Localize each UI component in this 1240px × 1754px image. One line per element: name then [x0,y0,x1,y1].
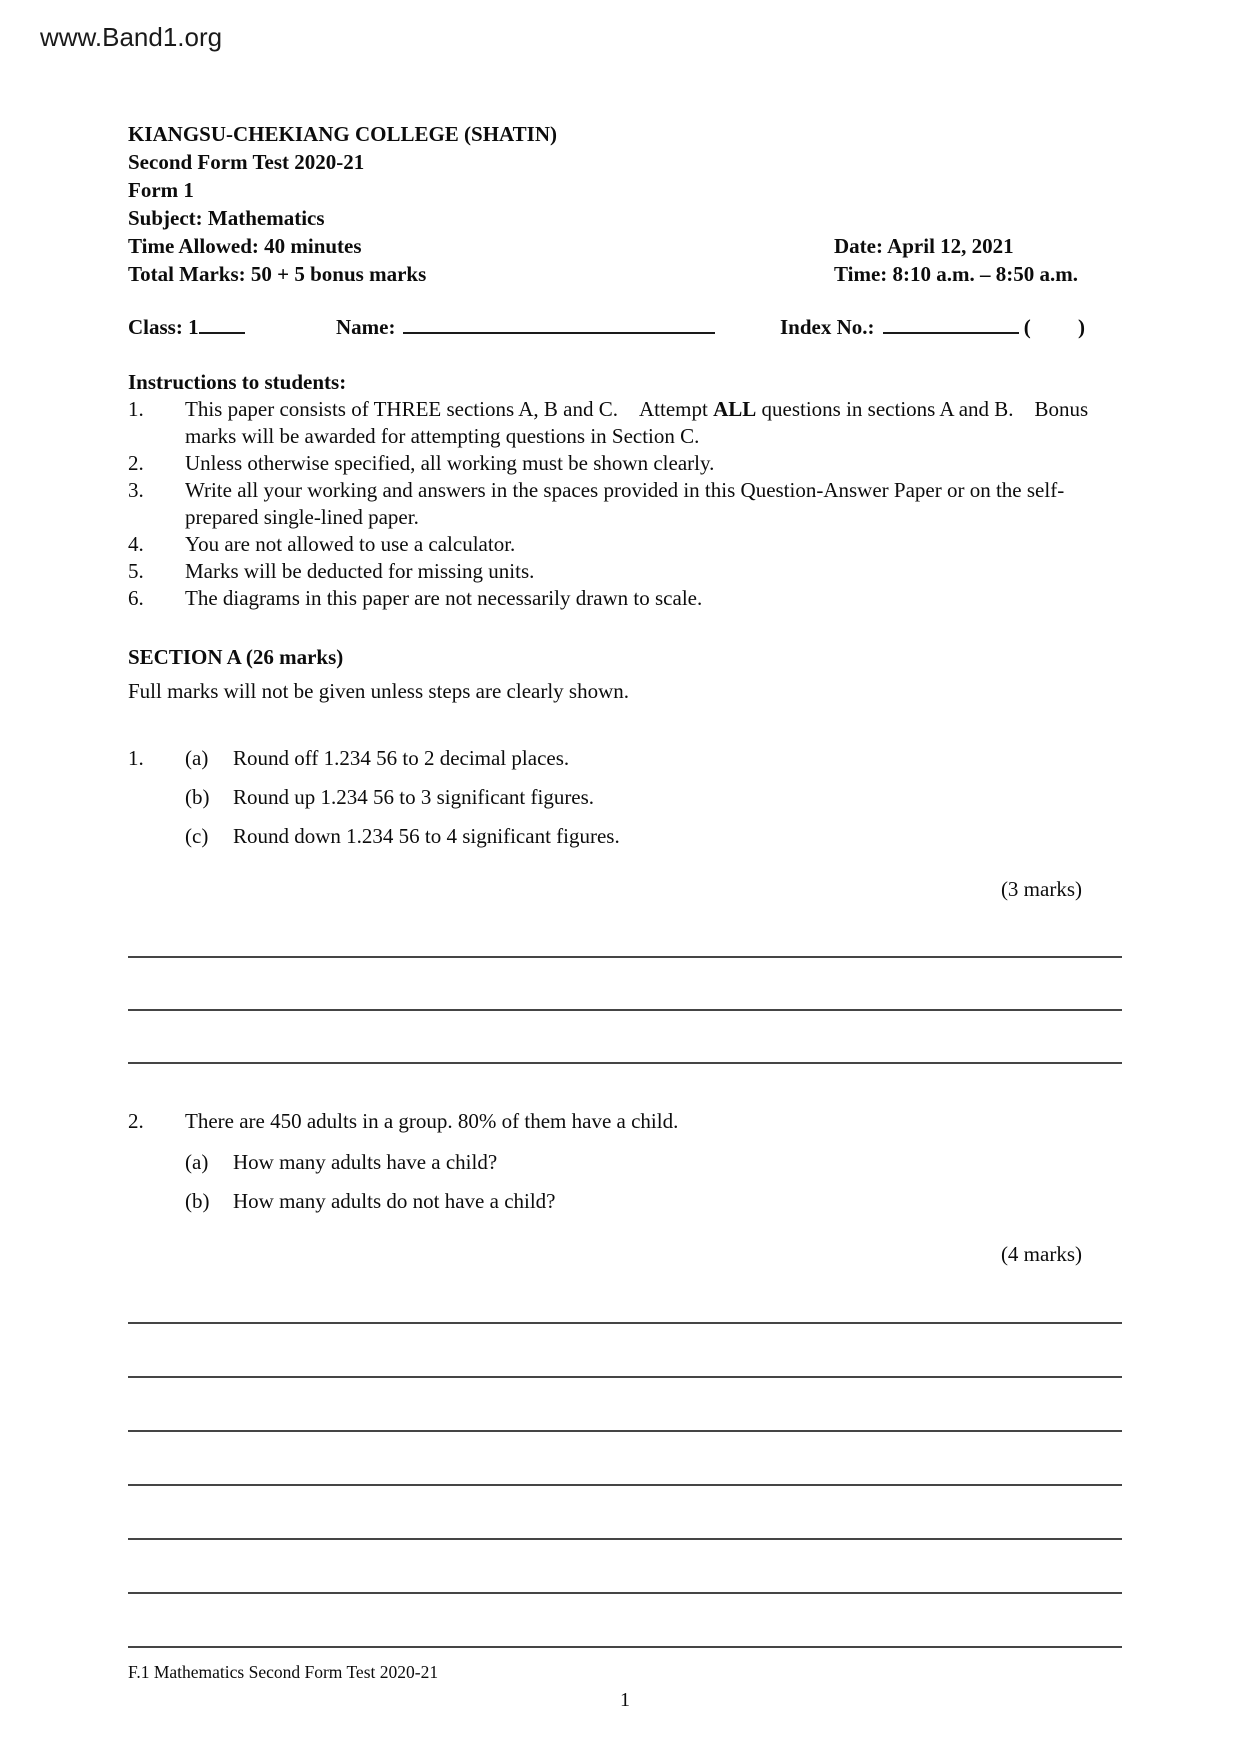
answer-line [128,1540,1122,1594]
part-label: (a) [185,746,209,770]
page-content [128,120,1122,1712]
class-number-parentheses: ( ) [1023,315,1086,339]
instruction-number: 2. [128,451,144,475]
instruction-text: The diagrams in this paper are not necessarily drawn to scale. [185,586,703,610]
answer-line [128,958,1122,1011]
instruction-number: 1. [128,397,144,421]
school-name: KIANGSU-CHEKIANG COLLEGE (SHATIN) [128,122,558,146]
part-text: Round off 1.234 56 to 2 decimal places. [233,746,570,770]
answer-line [128,1011,1122,1064]
answer-line [128,905,1122,958]
part-label: (c) [185,824,209,848]
index-field [780,310,1085,342]
time-allowed: Time Allowed: 40 minutes [128,234,362,258]
subject: Subject: Mathematics [128,206,325,230]
answer-line [128,1324,1122,1378]
marks-label: (3 marks) [1000,877,1082,901]
instruction-text: Write all your working and answers in the spaces provided in this Question-Answer Paper or on the self-prepared single-lined paper. [185,478,1065,529]
instruction-item-1 [128,396,1122,450]
form-level: Form 1 [128,178,194,202]
question-body [185,1108,1122,1227]
instruction-item-2 [128,450,1122,477]
instruction-text-pre: This paper consists of THREE sections A, B and C. Attempt [185,397,714,421]
class-blank [199,310,245,334]
question-number: 2. [128,1109,144,1133]
instruction-item-5 [128,558,1122,585]
index-label: Index No.: [780,315,875,339]
instruction-number: 5. [128,559,144,583]
section-a-heading: SECTION A (26 marks) [128,645,344,669]
class-field [128,310,336,342]
name-field [336,310,780,342]
question-1 [128,745,1122,1064]
question-number: 1. [128,746,144,770]
instructions-heading: Instructions to students: [128,370,347,394]
part-text: How many adults do not have a child? [233,1189,556,1213]
question-part-b [185,1188,1122,1215]
watermark: www.Band1.org [40,22,223,52]
answer-line [128,1486,1122,1540]
instruction-number: 3. [128,478,144,502]
answer-line [128,1594,1122,1648]
question-2 [128,1108,1122,1648]
section-a-note: Full marks will not be given unless steps are clearly shown. [128,679,629,703]
instruction-text [185,396,1122,450]
instruction-text-bold: ALL [713,397,757,421]
exam-date: Date: April 12, 2021 [834,234,1014,258]
part-text: How many adults have a child? [233,1150,498,1174]
answer-lines [128,1270,1122,1648]
answer-line [128,1432,1122,1486]
part-label: (b) [185,785,210,809]
answer-line [128,1378,1122,1432]
instruction-item-4 [128,531,1122,558]
part-label: (a) [185,1150,209,1174]
question-part-c [185,823,1122,850]
part-text: Round up 1.234 56 to 3 significant figures. [233,785,595,809]
instruction-number: 6. [128,586,144,610]
instruction-text: Unless otherwise specified, all working must be shown clearly. [185,451,715,475]
part-label: (b) [185,1189,210,1213]
question-body [185,745,1122,862]
question-part-b [185,784,1122,811]
instruction-item-3 [128,477,1122,531]
page-number: 1 [620,1689,630,1711]
instruction-text: You are not allowed to use a calculator. [185,532,516,556]
instruction-number: 4. [128,532,144,556]
instructions-list [128,396,1122,612]
instruction-text: Marks will be deducted for missing units. [185,559,535,583]
student-info-row [128,310,1122,342]
test-title: Second Form Test 2020-21 [128,150,365,174]
question-intro: There are 450 adults in a group. 80% of them have a child. [185,1109,679,1133]
index-blank [883,310,1019,334]
class-label: Class: 1 [128,315,199,339]
answer-lines [128,905,1122,1064]
exam-time: Time: 8:10 a.m. – 8:50 a.m. [834,262,1078,286]
instruction-text-post: questions in sections A and B. Bonus marks will be awarded for attempting questions in Section C. [185,397,1089,448]
question-part-a [185,745,1122,772]
footer-text: F.1 Mathematics Second Form Test 2020-21 [128,1662,439,1682]
part-text: Round down 1.234 56 to 4 significant figures. [233,824,620,848]
paper-header [128,120,1122,288]
marks-label: (4 marks) [1000,1242,1082,1266]
instruction-item-6 [128,585,1122,612]
question-part-a [185,1149,1122,1176]
name-label: Name: [336,315,396,339]
total-marks: Total Marks: 50 + 5 bonus marks [128,262,427,286]
name-blank [403,310,715,334]
answer-line [128,1270,1122,1324]
